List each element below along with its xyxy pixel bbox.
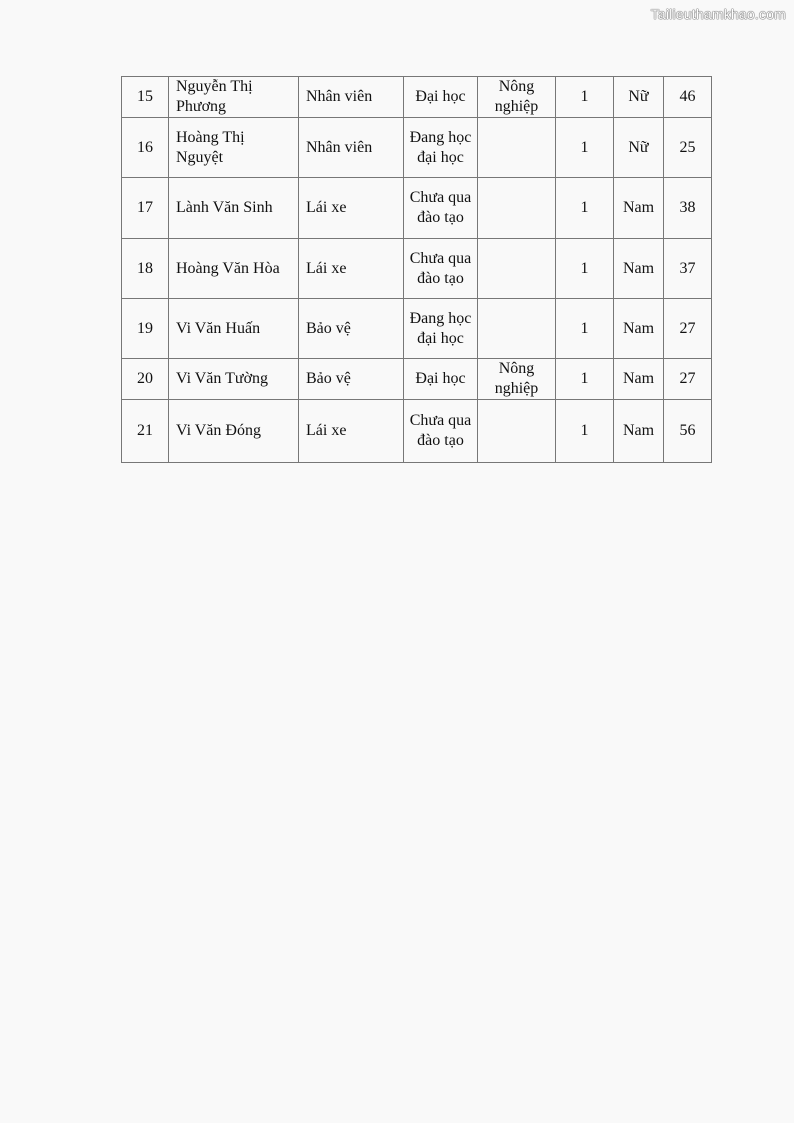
count: 1	[556, 178, 614, 239]
major: Nông nghiệp	[478, 77, 556, 118]
employee-role: Lái xe	[299, 400, 404, 463]
major: Nông nghiệp	[478, 359, 556, 400]
education-level: Đang học đại học	[404, 118, 478, 178]
employee-name: Vi Văn Huấn	[169, 299, 299, 359]
staff-table	[121, 76, 712, 463]
table-row	[122, 77, 712, 118]
table-row	[122, 178, 712, 239]
employee-name: Vi Văn Tường	[169, 359, 299, 400]
row-number: 16	[122, 118, 169, 178]
employee-role: Nhân viên	[299, 118, 404, 178]
employee-role: Bảo vệ	[299, 359, 404, 400]
education-level: Chưa qua đào tạo	[404, 400, 478, 463]
row-number: 20	[122, 359, 169, 400]
education-level: Đại học	[404, 359, 478, 400]
employee-role: Lái xe	[299, 178, 404, 239]
row-number: 18	[122, 239, 169, 299]
table-row	[122, 299, 712, 359]
major	[478, 178, 556, 239]
major	[478, 400, 556, 463]
employee-name: Hoàng Văn Hòa	[169, 239, 299, 299]
sex: Nam	[614, 299, 664, 359]
age: 37	[664, 239, 712, 299]
watermark-logo: Tailieuthamkhao.com	[650, 6, 786, 22]
table-row	[122, 359, 712, 400]
table-row	[122, 118, 712, 178]
education-level: Đại học	[404, 77, 478, 118]
age: 38	[664, 178, 712, 239]
table-row	[122, 239, 712, 299]
major	[478, 299, 556, 359]
education-level: Đang học đại học	[404, 299, 478, 359]
sex: Nữ	[614, 77, 664, 118]
sex: Nam	[614, 400, 664, 463]
count: 1	[556, 77, 614, 118]
employee-name: Vi Văn Đóng	[169, 400, 299, 463]
age: 56	[664, 400, 712, 463]
employee-role: Nhân viên	[299, 77, 404, 118]
row-number: 21	[122, 400, 169, 463]
row-number: 15	[122, 77, 169, 118]
sex: Nữ	[614, 118, 664, 178]
education-level: Chưa qua đào tạo	[404, 239, 478, 299]
count: 1	[556, 239, 614, 299]
sex: Nam	[614, 239, 664, 299]
row-number: 19	[122, 299, 169, 359]
employee-name: Hoàng Thị Nguyệt	[169, 118, 299, 178]
count: 1	[556, 400, 614, 463]
education-level: Chưa qua đào tạo	[404, 178, 478, 239]
count: 1	[556, 118, 614, 178]
sex: Nam	[614, 359, 664, 400]
employee-name: Nguyễn Thị Phương	[169, 77, 299, 118]
major	[478, 118, 556, 178]
age: 46	[664, 77, 712, 118]
employee-role: Lái xe	[299, 239, 404, 299]
sex: Nam	[614, 178, 664, 239]
row-number: 17	[122, 178, 169, 239]
major	[478, 239, 556, 299]
age: 25	[664, 118, 712, 178]
count: 1	[556, 299, 614, 359]
age: 27	[664, 299, 712, 359]
count: 1	[556, 359, 614, 400]
table-row	[122, 400, 712, 463]
employee-name: Lành Văn Sinh	[169, 178, 299, 239]
employee-role: Bảo vệ	[299, 299, 404, 359]
age: 27	[664, 359, 712, 400]
